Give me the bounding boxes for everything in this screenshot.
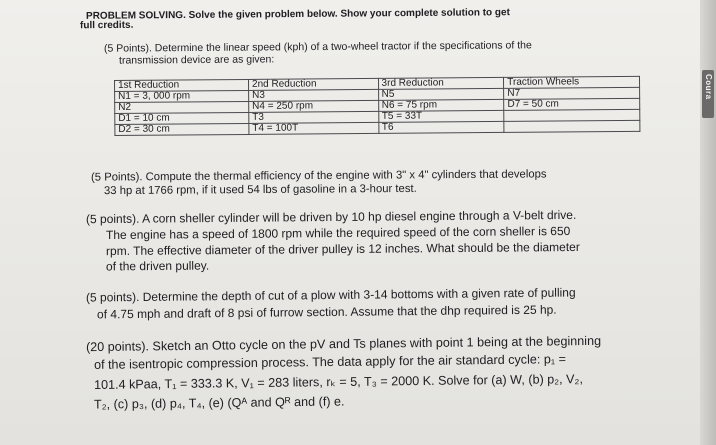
problem-3-line-2: The engine has a speed of 1800 rpm while the required speed of the corn sheller is 650	[105, 223, 571, 243]
table-cell: T5 = 33T	[378, 110, 504, 122]
table-cell: T3	[249, 111, 379, 123]
table-cell: Traction Wheels	[504, 76, 640, 88]
problem-2-line-1: (5 Points). Compute the thermal efficiency of the engine with 3" x 4" cylinders that develops	[90, 168, 547, 184]
table-cell: D1 = 10 cm	[115, 112, 249, 124]
instructions-line-1: PROBLEM SOLVING. Solve the given problem below. Show your complete solution to get	[85, 7, 510, 22]
table-cell: N6 = 75 rpm	[378, 99, 504, 111]
problem-4-line-1: (5 points). Determine the depth of cut of a plow with 3-14 bottoms with a given rate of pulling	[85, 285, 576, 305]
table-cell: N7	[504, 87, 640, 99]
problem-1-line-1: (5 Points). Determine the linear speed (kph) of a two-wheel tractor if the specifications of the	[103, 39, 532, 55]
table-cell: T6	[378, 121, 504, 133]
problem-5-line-1: (20 points). Sketch an Otto cycle on the pV and Ts planes with point 1 being at the beginning	[85, 333, 602, 355]
page-edge	[700, 0, 716, 445]
instructions-line-2: full credits.	[79, 19, 134, 32]
problem-3-line-3: rpm. The effective diameter of the driver pulley is 12 inches. What should be the diameter	[105, 239, 580, 259]
table-cell: N4 = 250 rpm	[249, 100, 379, 112]
table-cell: T4 = 100T	[249, 122, 379, 134]
problem-5-line-3: 101.4 kPaa, T₁ = 333.3 K, V₁ = 283 liters, rₖ = 5, T₃ = 2000 K. Solve for (a) W, (b) p₂, V₂,	[93, 372, 583, 392]
table-cell: N3	[249, 89, 379, 101]
table-cell: N1 = 3, 000 rpm	[115, 90, 249, 102]
problem-4-line-2: of 4.75 mph and draft of 8 psi of furrow section. Assume that the dhp required is 25 hp.	[96, 302, 557, 322]
table-cell: 3rd Reduction	[378, 77, 504, 89]
problem-3-line-1: (5 points). A corn sheller cylinder will be driven by 10 hp diesel engine through a V-belt drive.	[85, 207, 577, 227]
table-cell	[504, 120, 640, 132]
problem-1-line-2: transmission device are as given:	[118, 53, 275, 67]
table-cell: D2 = 30 cm	[115, 123, 249, 135]
edge-label: Coura	[704, 74, 713, 100]
table-cell: N2	[115, 101, 249, 113]
table-cell: N5	[378, 88, 504, 100]
problem-2-line-2: 33 hp at 1766 rpm, if it used 54 lbs of gasoline in a 3-hour test.	[103, 182, 417, 198]
table-cell: 2nd Reduction	[248, 78, 378, 90]
table-cell: D7 = 50 cm	[504, 98, 640, 110]
transmission-spec-table	[114, 76, 640, 136]
problem-5-line-2: of the isentropic compression process. The data apply for the air standard cycle: p₁ =	[93, 352, 567, 372]
problem-5-line-4: T₂, (c) p₃, (d) p₄, T₄, (e) (Qᴬ and Qᴿ and (f) e.	[93, 394, 345, 412]
problem-3-line-4: of the driven pulley.	[105, 258, 210, 274]
table-cell: 1st Reduction	[115, 79, 249, 91]
